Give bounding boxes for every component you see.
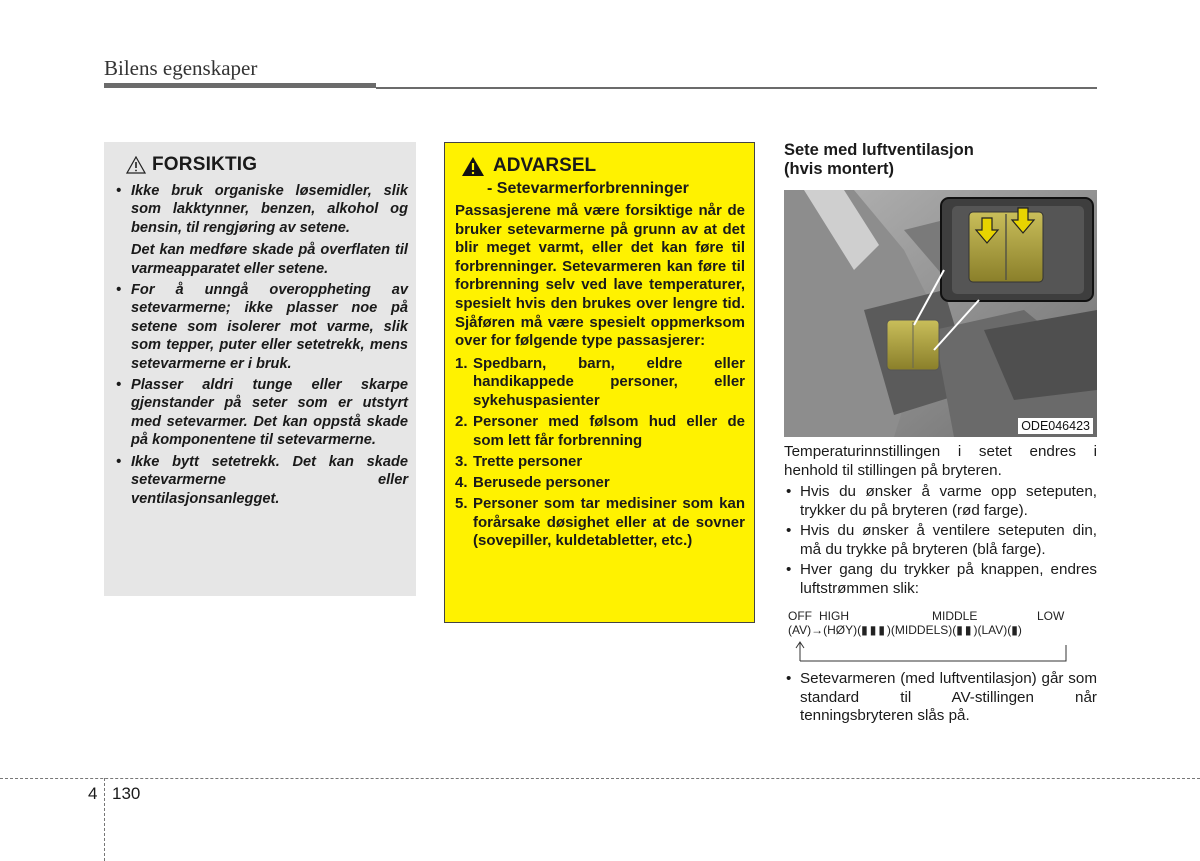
warning-triangle-icon xyxy=(126,156,146,174)
footer-rule xyxy=(0,778,1200,779)
item-number: 5. xyxy=(455,494,468,512)
item-number: 2. xyxy=(455,413,468,431)
caution-box xyxy=(104,142,416,596)
item-text: Trette personer xyxy=(473,452,583,470)
item-text: Spedbarn, barn, eldre eller handikappede personer, eller sykehuspasienter xyxy=(473,354,745,409)
warning-list-item xyxy=(455,413,745,450)
seq-av: (AV) xyxy=(788,623,812,637)
instruction-item: • Hvis du ønsker å varme opp seteputen, trykker du på bryteren (rød farge). xyxy=(784,483,1097,520)
instruction-item: • Hvis du ønsker å ventilere seteputen din, må du trykke på bryteren (blå farge). xyxy=(784,522,1097,559)
header-rule xyxy=(376,87,1097,89)
warning-list-item xyxy=(455,474,745,493)
item-text: Personer med følsom hud eller de som lett får forbrenning xyxy=(473,413,745,449)
fan-level-icon: ▮▮▮ xyxy=(861,623,887,637)
header-title: Bilens egenskaper xyxy=(104,56,258,80)
footer-divider xyxy=(104,778,105,861)
caution-item-text: Ikke bruk organiske løsemidler, slik som lakktynner, benzen, alkohol og bensin, til rengjøring av setene. xyxy=(131,183,408,236)
switch-instructions xyxy=(784,483,1097,599)
intro-text: Temperaturinnstillingen i setet endres i henhold til stillingen på bryteren. xyxy=(784,443,1097,479)
label-high: HIGH xyxy=(819,609,849,623)
seat-switch-photo xyxy=(784,190,1097,437)
caution-item-text-2: Det kan medføre skade på overflaten til varmeapparatet eller setene. xyxy=(131,242,408,277)
warning-list-item xyxy=(455,355,745,411)
item-number: 3. xyxy=(455,452,468,470)
warning-filled-triangle-icon xyxy=(461,156,485,177)
console-illustration xyxy=(784,190,1097,437)
item-text: Personer som tar medisiner som kan forårsake døsighet eller at de sovner (sovepiller, kuldetabletter, etc.) xyxy=(473,494,745,550)
seq-middels: )(MIDDELS)( xyxy=(886,623,957,637)
warning-list xyxy=(455,355,745,551)
instruction-item: • Hver gang du trykker på knappen, endres luftstrømmen slik: xyxy=(784,561,1097,598)
fan-level-icon: ▮ xyxy=(1011,623,1018,637)
sequence-row xyxy=(788,623,1022,637)
airflow-sequence-diagram xyxy=(784,609,1104,664)
fan-level-icon: ▮▮ xyxy=(956,623,974,637)
seq-lav: )(LAV)( xyxy=(973,623,1012,637)
page-number: 130 xyxy=(112,784,141,803)
default-note xyxy=(784,670,1097,726)
caution-heading xyxy=(126,154,408,176)
item-number: 1. xyxy=(455,354,468,372)
item-number: 4. xyxy=(455,473,468,491)
warning-subtitle: - Setevarmerforbrenninger xyxy=(487,180,689,197)
caution-list xyxy=(116,182,408,508)
seq-end: ) xyxy=(1017,623,1022,637)
section-title-line1: Sete med luftventilasjon xyxy=(784,141,974,159)
item-text: Berusede personer xyxy=(473,473,610,491)
arrow-icon: → xyxy=(811,623,824,637)
photo-code: ODE046423 xyxy=(1018,418,1093,434)
warning-box xyxy=(444,142,755,623)
section-title-line2: (hvis montert) xyxy=(784,160,895,178)
caution-item: • Plasser aldri tunge eller skarpe gjenstander på seter som er utstyrt med setevarmer. Det kan oppstå skade på komponentene til setevarmerne. xyxy=(116,376,408,450)
warning-list-item xyxy=(455,495,745,551)
warning-list-item xyxy=(455,453,745,472)
caution-item: • For å unngå overoppheting av setevarmerne; ikke plasser noe på setene som isolerer mot varme, slik som tepper, puter eller setetrekk, mens setevarmerne er i bruk. xyxy=(116,281,408,373)
warning-body: Passasjerene må være forsiktige når de bruker setevarmerne på grunn av at det blir meget varmt, eller det kan føre til forbrenninger. Setevarmeren kan føre til forbrenning selv ved lave temperaturer, spesielt hvis den brukes over lengre tid. Sjåføren må være spesielt oppmerksom over for følgende type passasjerer: xyxy=(455,202,745,350)
note-item: • Setevarmeren (med luftventilasjon) går som standard til AV-stillingen når tenningsbryteren slås på. xyxy=(784,670,1097,726)
warning-heading xyxy=(461,155,745,177)
seq-hoy: (HØY)( xyxy=(823,623,862,637)
label-low: LOW xyxy=(1037,609,1065,623)
label-middle: MIDDLE xyxy=(932,609,978,623)
label-off: OFF xyxy=(788,609,812,623)
warning-title: ADVARSEL xyxy=(493,155,597,176)
section-title xyxy=(784,141,1104,179)
caution-item xyxy=(116,182,408,278)
chapter-number: 4 xyxy=(88,784,98,803)
caution-item: • Ikke bytt setetrekk. Det kan skade setevarmerne eller ventilasjonsanlegget. xyxy=(116,453,408,508)
return-loop-arrow xyxy=(794,639,1084,664)
caution-title: FORSIKTIG xyxy=(152,154,258,175)
header-rule-thick xyxy=(104,83,376,88)
